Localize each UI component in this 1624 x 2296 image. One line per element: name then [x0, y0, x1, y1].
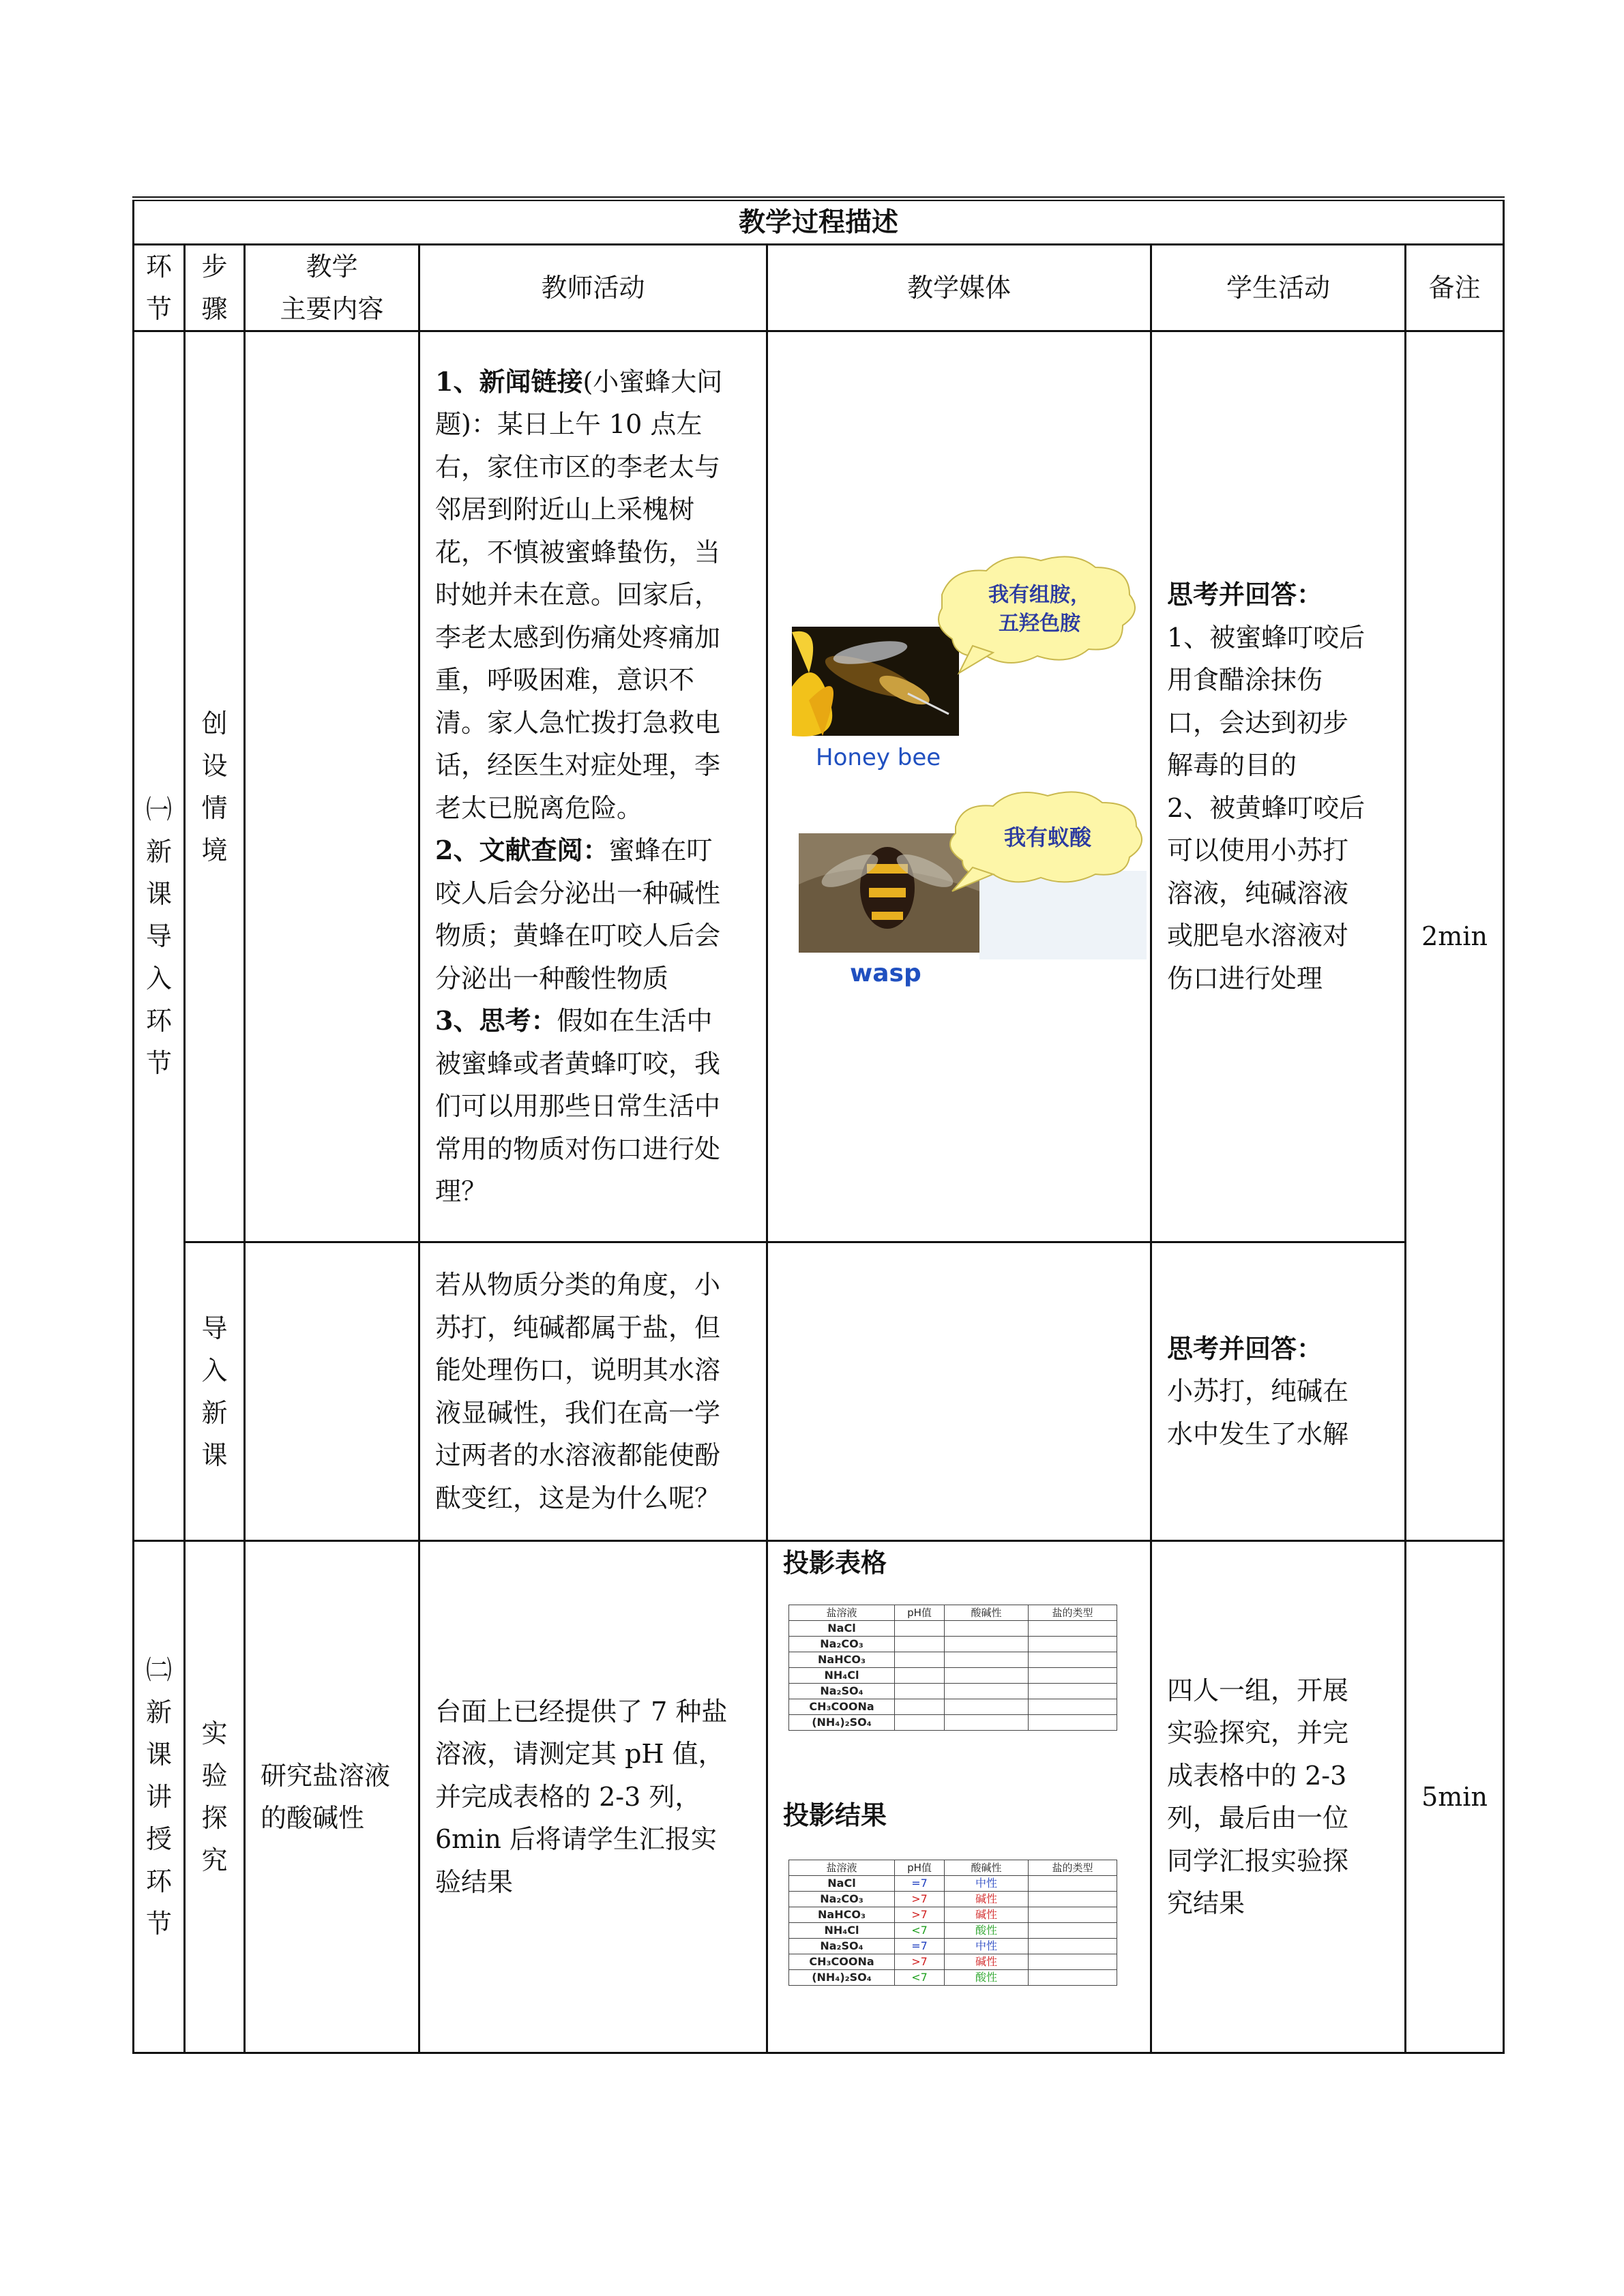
mini-table-cell: Na₂CO₃: [789, 1892, 895, 1907]
table-row: [789, 1876, 1117, 1892]
text-line: 小苏打，纯碱在: [1167, 1376, 1349, 1407]
mini-table-cell: [1029, 1637, 1117, 1652]
table-row: [789, 1923, 1117, 1939]
text-line: 节: [145, 1909, 172, 1939]
mini-table-cell: =7: [895, 1876, 945, 1892]
text-line: 重，呼吸困难，意识不: [435, 665, 695, 695]
header-student: 学生活动: [1151, 245, 1406, 331]
mini-table-cell: [945, 1621, 1029, 1637]
mini-table-header: 盐溶液: [789, 1605, 895, 1621]
text-line: 授: [145, 1824, 172, 1854]
text-line: 新: [201, 1397, 228, 1428]
text-line: 创: [201, 708, 228, 739]
text-line: 溶液，纯碱溶液: [1167, 878, 1349, 908]
media-cell-2: [767, 1242, 1151, 1541]
mini-table-header: 盐的类型: [1029, 1605, 1117, 1621]
mini-table-cell: >7: [895, 1907, 945, 1923]
text-line: 1、被蜜蜂叮咬后: [1167, 622, 1365, 653]
mini-table-cell: [1029, 1699, 1117, 1715]
text-line: 右，家住市区的李老太与: [435, 451, 721, 482]
mini-table-cell: =7: [895, 1939, 945, 1954]
teacher-cell-2: [419, 1242, 767, 1541]
text-line: 思考并回答：: [1167, 1332, 1323, 1364]
mini-table-header: 酸碱性: [945, 1860, 1029, 1876]
text-line: 新: [145, 836, 172, 867]
text-line: 或肥皂水溶液对: [1167, 921, 1349, 951]
text-line: 老太已脱离危险。: [435, 792, 643, 823]
projection-blank-table: [788, 1605, 1117, 1731]
mini-table-cell: [945, 1637, 1029, 1652]
wasp-bubble-text: 我有蚁酸: [1003, 824, 1092, 850]
table-row: [789, 1907, 1117, 1923]
text-line: 理？: [435, 1176, 488, 1206]
mini-table-cell: NaCl: [789, 1876, 895, 1892]
text-line: 课: [145, 1740, 172, 1770]
student-cell-1: [1151, 331, 1406, 1242]
mini-table-cell: [1029, 1715, 1117, 1731]
mini-table-cell: Na₂CO₃: [789, 1637, 895, 1652]
text-line: 入: [145, 963, 172, 994]
text-line: 设: [201, 750, 228, 781]
remark-cell-1: 2min: [1406, 331, 1504, 1541]
text-line: 题)：某日上午 10 点左: [435, 409, 703, 439]
text-line: 验: [201, 1761, 228, 1791]
text-line: 口，会达到初步: [1167, 707, 1349, 738]
text-line: 1、新闻链接(小蜜蜂大问: [435, 366, 723, 397]
table-row: [789, 1637, 1117, 1652]
text-line: ㈠: [145, 794, 172, 824]
text-line: 骤: [201, 294, 228, 324]
text-line: 分泌出一种酸性物质: [435, 963, 669, 994]
text-line: ㈡: [145, 1655, 172, 1685]
projection-table-heading: 投影表格: [783, 1547, 887, 1578]
stage-1-cell: [134, 331, 185, 1541]
header-media: 教学媒体: [767, 245, 1151, 331]
step-cell-1: [185, 331, 245, 1242]
text-line: 6min 后将请学生汇报实: [435, 1824, 717, 1855]
step-cell-2: [185, 1242, 245, 1541]
wasp-label: wasp: [850, 959, 921, 987]
text-line: 邻居到附近山上采槐树: [435, 494, 695, 524]
text-line: 苏打，纯碱都属于盐，但: [435, 1312, 721, 1343]
teacher-cell-1: [419, 331, 767, 1242]
table-row: [789, 1621, 1117, 1637]
text-line: 物质；黄蜂在叮咬人后会: [435, 921, 721, 951]
mini-table-cell: [895, 1652, 945, 1668]
text-line: 的酸碱性: [261, 1803, 365, 1833]
mini-table-cell: [1029, 1892, 1117, 1907]
mini-table-cell: [1029, 1939, 1117, 1954]
mini-table-cell: NaHCO₃: [789, 1907, 895, 1923]
text-line: 溶液，请测定其 pH 值，: [435, 1739, 724, 1770]
mini-table-cell: 中性: [945, 1939, 1029, 1954]
text-line: 2、文献查阅：蜜蜂在叮: [435, 835, 713, 865]
text-line: 用食醋涂抹伤: [1167, 665, 1323, 695]
remark-cell-3: 5min: [1406, 1541, 1504, 2053]
bee-label: Honey bee: [816, 744, 941, 771]
text-line: 四人一组，开展: [1167, 1675, 1349, 1705]
text-line: 探: [201, 1803, 228, 1833]
table-row: [789, 1954, 1117, 1970]
text-line: 情: [201, 792, 228, 823]
text-line: 可以使用小苏打: [1167, 835, 1349, 865]
mini-table-cell: [1029, 1970, 1117, 1986]
text-line: 讲: [145, 1782, 172, 1812]
mini-table-cell: [945, 1715, 1029, 1731]
text-line: 同学汇报实验探: [1167, 1845, 1349, 1876]
text-line: 节: [145, 294, 172, 324]
text-line: 新: [145, 1697, 172, 1727]
mini-table-cell: >7: [895, 1954, 945, 1970]
text-line: 咬人后会分泌出一种碱性: [435, 878, 721, 908]
text-line: 酞变红，这是为什么呢？: [435, 1482, 721, 1513]
mini-table-cell: (NH₄)₂SO₄: [789, 1970, 895, 1986]
mini-table-cell: [1029, 1684, 1117, 1699]
text-line: 成表格中的 2-3: [1167, 1760, 1347, 1791]
text-line: 步: [201, 252, 228, 282]
text-line: 列，最后由一位: [1167, 1803, 1349, 1833]
step-cell-3: [185, 1541, 245, 2053]
mini-table-cell: NH₄Cl: [789, 1668, 895, 1684]
mini-table-cell: [945, 1684, 1029, 1699]
teacher-cell-3: [419, 1541, 767, 2053]
mini-table-header: 酸碱性: [945, 1605, 1029, 1621]
mini-table-cell: [1029, 1876, 1117, 1892]
text-line: 环: [145, 1005, 172, 1036]
stage-2-cell: [134, 1541, 185, 2053]
header-content: [245, 245, 419, 331]
text-line: 课: [145, 878, 172, 909]
table-row: [789, 1699, 1117, 1715]
mini-table-header: 盐溶液: [789, 1860, 895, 1876]
mini-table-cell: [895, 1668, 945, 1684]
text-line: 究: [201, 1845, 228, 1875]
mini-table-cell: (NH₄)₂SO₄: [789, 1715, 895, 1731]
mini-table-cell: [1029, 1652, 1117, 1668]
mini-table-cell: [1029, 1621, 1117, 1637]
text-line: 实验探究，并完: [1167, 1718, 1349, 1748]
content-cell-1: [245, 331, 419, 1242]
text-line: 课: [201, 1440, 228, 1470]
mini-table-cell: [895, 1684, 945, 1699]
mini-table-cell: [945, 1652, 1029, 1668]
text-line: 话，经医生对症处理，李: [435, 750, 721, 780]
text-line: 环: [145, 252, 172, 282]
mini-table-cell: NaCl: [789, 1621, 895, 1637]
text-line: 时她并未在意。回家后，: [435, 580, 721, 610]
table-row: [789, 1652, 1117, 1668]
text-line: 思考并回答：: [1167, 579, 1323, 610]
text-line: 境: [201, 835, 228, 865]
text-line: 环: [145, 1866, 172, 1896]
table-row: [789, 1684, 1117, 1699]
bee-bubble-line-1: 我有组胺，: [988, 583, 1091, 607]
text-line: 导: [201, 1313, 228, 1343]
text-line: 们可以用那些日常生活中: [435, 1091, 721, 1121]
mini-table-cell: <7: [895, 1970, 945, 1986]
mini-table-cell: 酸性: [945, 1970, 1029, 1986]
mini-table-cell: [1029, 1668, 1117, 1684]
text-line: 被蜜蜂或者黄蜂叮咬，我: [435, 1048, 721, 1079]
table-row: [789, 1892, 1117, 1907]
text-line: 教学: [306, 252, 358, 282]
bee-speech-bubble: [939, 556, 1135, 673]
text-line: 实: [201, 1718, 228, 1748]
header-remark: 备注: [1406, 245, 1504, 331]
header-teacher: 教师活动: [419, 245, 767, 331]
mini-table-cell: [945, 1668, 1029, 1684]
mini-table-cell: [1029, 1907, 1117, 1923]
text-line: 花，不慎被蜜蜂蛰伤，当: [435, 537, 721, 567]
insect-media-figure: [768, 332, 1152, 1241]
mini-table-header: pH值: [895, 1860, 945, 1876]
mini-table-header: pH值: [895, 1605, 945, 1621]
mini-table-cell: [895, 1699, 945, 1715]
table-row: [789, 1970, 1117, 1986]
mini-table-cell: [1029, 1954, 1117, 1970]
text-line: 能处理伤口，说明其水溶: [435, 1355, 721, 1385]
content-cell-2: [245, 1242, 419, 1541]
text-line: 伤口进行处理: [1167, 963, 1323, 994]
text-line: 究结果: [1167, 1888, 1245, 1918]
text-line: 清。家人急忙拨打急救电: [435, 707, 721, 738]
bee-bubble-line-2: 五羟色胺: [999, 612, 1080, 636]
text-line: 3、思考：假如在生活中: [435, 1005, 713, 1036]
mini-table-cell: 碱性: [945, 1954, 1029, 1970]
text-line: 若从物质分类的角度，小: [435, 1270, 721, 1300]
table-row: [789, 1668, 1117, 1684]
header-step: [185, 245, 245, 331]
mini-table-cell: CH₃COONa: [789, 1699, 895, 1715]
text-line: 节: [145, 1047, 172, 1078]
mini-table-cell: 碱性: [945, 1892, 1029, 1907]
table-row: [789, 1715, 1117, 1731]
mini-table-cell: 中性: [945, 1876, 1029, 1892]
text-line: 水中发生了水解: [1167, 1418, 1349, 1449]
projection-result-heading: 投影结果: [783, 1800, 887, 1830]
projection-result-table: [788, 1860, 1117, 1986]
content-cell-3: [245, 1541, 419, 2053]
table-caption: 教学过程描述: [134, 199, 1504, 245]
table-row: [789, 1939, 1117, 1954]
text-line: 台面上已经提供了 7 种盐: [435, 1696, 728, 1727]
text-line: 常用的物质对伤口进行处: [435, 1133, 721, 1164]
mini-table-cell: 酸性: [945, 1923, 1029, 1939]
text-line: 导: [145, 921, 172, 951]
lesson-table-document: [132, 196, 1503, 2046]
mini-table-cell: 碱性: [945, 1907, 1029, 1923]
text-line: 主要内容: [280, 294, 384, 324]
text-line: 过两者的水溶液都能使酚: [435, 1440, 721, 1470]
mini-table-cell: CH₃COONa: [789, 1954, 895, 1970]
text-line: 液显碱性，我们在高一学: [435, 1397, 721, 1428]
text-line: 入: [201, 1355, 228, 1386]
text-line: 2、被黄蜂叮咬后: [1167, 792, 1365, 823]
text-line: 解毒的目的: [1167, 750, 1297, 780]
teaching-process-table: [132, 196, 1505, 2054]
mini-table-cell: NaHCO₃: [789, 1652, 895, 1668]
text-line: 李老太感到伤痛处疼痛加: [435, 622, 721, 653]
mini-table-cell: [895, 1715, 945, 1731]
mini-table-cell: [1029, 1923, 1117, 1939]
mini-table-header: 盐的类型: [1029, 1860, 1117, 1876]
mini-table-cell: [895, 1637, 945, 1652]
mini-table-cell: Na₂SO₄: [789, 1939, 895, 1954]
student-cell-3: [1151, 1541, 1406, 2053]
mini-table-cell: [895, 1621, 945, 1637]
text-line: 验结果: [435, 1866, 514, 1897]
mini-table-cell: <7: [895, 1923, 945, 1939]
bee-photo: [792, 627, 959, 736]
text-line: 并完成表格的 2-3 列，: [435, 1781, 701, 1812]
mini-table-cell: NH₄Cl: [789, 1923, 895, 1939]
student-cell-2: [1151, 1242, 1406, 1541]
mini-table-cell: >7: [895, 1892, 945, 1907]
mini-table-cell: Na₂SO₄: [789, 1684, 895, 1699]
text-line: 研究盐溶液: [261, 1760, 391, 1791]
media-cell-3: [767, 1541, 1151, 2053]
mini-table-cell: [945, 1699, 1029, 1715]
header-stage: [134, 245, 185, 331]
media-cell-1: [767, 331, 1151, 1242]
